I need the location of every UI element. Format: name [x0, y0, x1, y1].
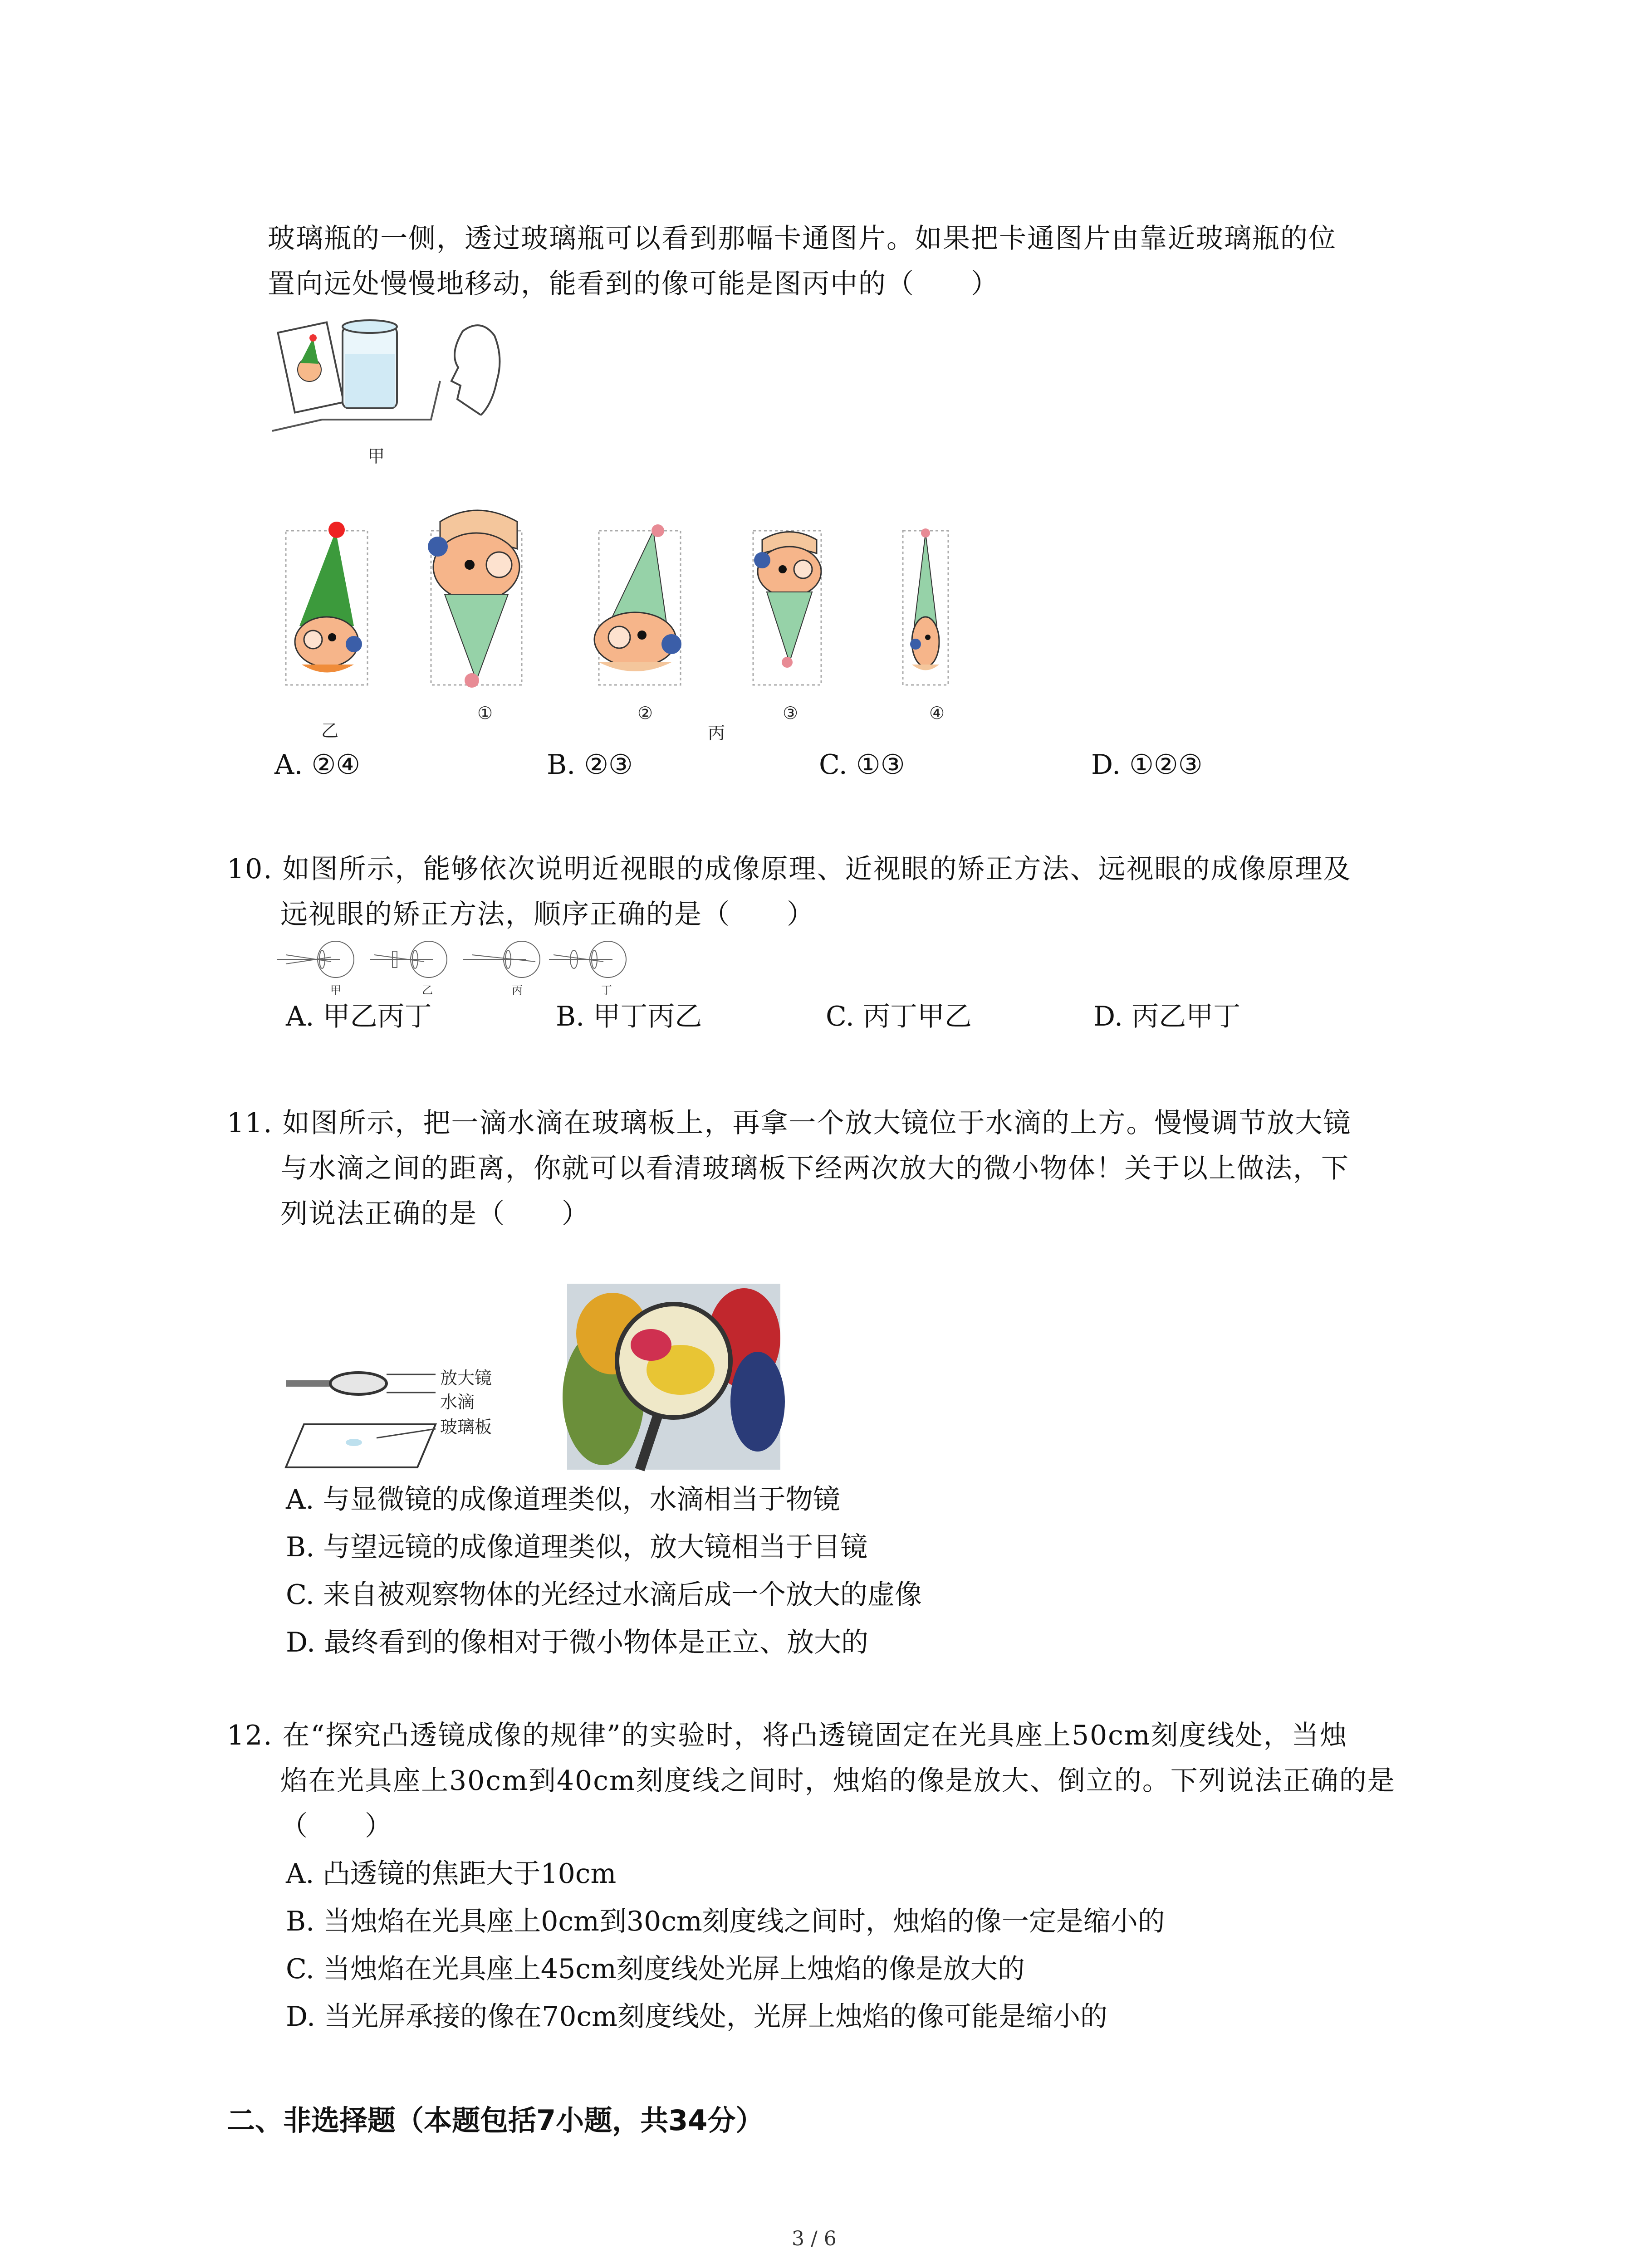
- q9-fig-jia-label: 甲: [367, 446, 385, 466]
- q12-line-1: 12. 在“探究凸透镜成像的规律”的实验时，将凸透镜固定在光具座上50cm刻度线处，当烛: [227, 1720, 1348, 1751]
- q10-option-d[interactable]: D. 丙乙甲丁: [1093, 1001, 1241, 1032]
- q9-line-1: 玻璃瓶的一侧，透过玻璃瓶可以看到那幅卡通图片。如果把卡通图片由靠近玻璃瓶的位: [268, 223, 1337, 254]
- q10-line-1: 10. 如图所示，能够依次说明近视眼的成像原理、近视眼的矫正方法、远视眼的成像原理及: [227, 853, 1352, 885]
- q11-label-water-drop: 水滴: [440, 1392, 475, 1412]
- section-2-heading: 二、非选择题（本题包括7小题，共34分）: [227, 2104, 764, 2137]
- q12-line-3: （ ）: [280, 1810, 393, 1842]
- q11-photo: [567, 1284, 780, 1470]
- q9-mark-4: ④: [929, 703, 945, 723]
- cartoon-4: [910, 528, 939, 670]
- q9-fig-bing-label: 丙: [708, 723, 725, 743]
- q11-line-3: 列说法正确的是（ ）: [280, 1198, 590, 1230]
- q12-option-a[interactable]: A. 凸透镜的焦距大于10cm: [286, 1858, 617, 1890]
- q9-mark-2: ②: [637, 703, 653, 723]
- q11-label-glass-plate: 玻璃板: [440, 1417, 492, 1437]
- cartoon-3: [754, 532, 821, 668]
- q12-line-2: 焰在光具座上30cm到40cm刻度线之间时，烛焰的像是放大、倒立的。下列说法正确的是: [280, 1765, 1396, 1797]
- q9-option-a[interactable]: A. ②④: [274, 749, 361, 781]
- q11-line-2: 与水滴之间的距离，你就可以看清玻璃板下经两次放大的微小物体！关于以上做法，下: [280, 1153, 1349, 1184]
- q11-option-a[interactable]: A. 与显微镜的成像道理类似，水滴相当于物镜: [286, 1484, 840, 1515]
- q9-figure-jia: [268, 313, 540, 449]
- q9-figure-bing: [281, 481, 989, 689]
- cartoon-1: [428, 510, 519, 688]
- q9-option-b[interactable]: B. ②③: [547, 749, 633, 781]
- cartoon-yi: [295, 522, 362, 673]
- q10-option-c[interactable]: C. 丙丁甲乙: [826, 1001, 972, 1032]
- q10-eye-diagrams: [277, 941, 640, 982]
- q10-fig-label-yi: 乙: [422, 984, 433, 997]
- q9-line-2: 置向远处慢慢地移动，能看到的像可能是图丙中的（ ）: [268, 268, 999, 300]
- q11-label-magnifier: 放大镜: [440, 1368, 492, 1388]
- cartoon-2: [594, 524, 681, 671]
- q9-option-d[interactable]: D. ①②③: [1091, 749, 1203, 781]
- q11-option-c[interactable]: C. 来自被观察物体的光经过水滴后成一个放大的虚像: [286, 1579, 922, 1611]
- q9-mark-3: ③: [783, 703, 798, 723]
- q9-mark-1: ①: [477, 703, 493, 723]
- q11-option-b[interactable]: B. 与望远镜的成像道理类似，放大镜相当于目镜: [286, 1531, 868, 1563]
- page-number: 3 / 6: [792, 2227, 837, 2250]
- q9-option-c[interactable]: C. ①③: [819, 749, 905, 781]
- q10-line-2: 远视眼的矫正方法，顺序正确的是（ ）: [280, 899, 815, 930]
- q11-line-1: 11. 如图所示，把一滴水滴在玻璃板上，再拿一个放大镜位于水滴的上方。慢慢调节放大镜: [227, 1107, 1352, 1139]
- q10-fig-label-ding: 丁: [601, 984, 612, 997]
- q11-option-d[interactable]: D. 最终看到的像相对于微小物体是正立、放大的: [286, 1627, 869, 1658]
- q12-option-c[interactable]: C. 当烛焰在光具座上45cm刻度线处光屏上烛焰的像是放大的: [286, 1953, 1025, 1985]
- q10-option-a[interactable]: A. 甲乙丙丁: [286, 1001, 432, 1032]
- q12-option-b[interactable]: B. 当烛焰在光具座上0cm到30cm刻度线之间时，烛焰的像一定是缩小的: [286, 1906, 1165, 1937]
- q11-magnifier-diagram: [286, 1356, 436, 1474]
- q10-fig-label-bing: 丙: [512, 984, 523, 997]
- q10-option-b[interactable]: B. 甲丁丙乙: [556, 1001, 702, 1032]
- q12-option-d[interactable]: D. 当光屏承接的像在70cm刻度线处，光屏上烛焰的像可能是缩小的: [286, 2001, 1107, 2033]
- q10-fig-label-jia: 甲: [330, 984, 341, 997]
- q9-fig-yi-label: 乙: [321, 721, 339, 741]
